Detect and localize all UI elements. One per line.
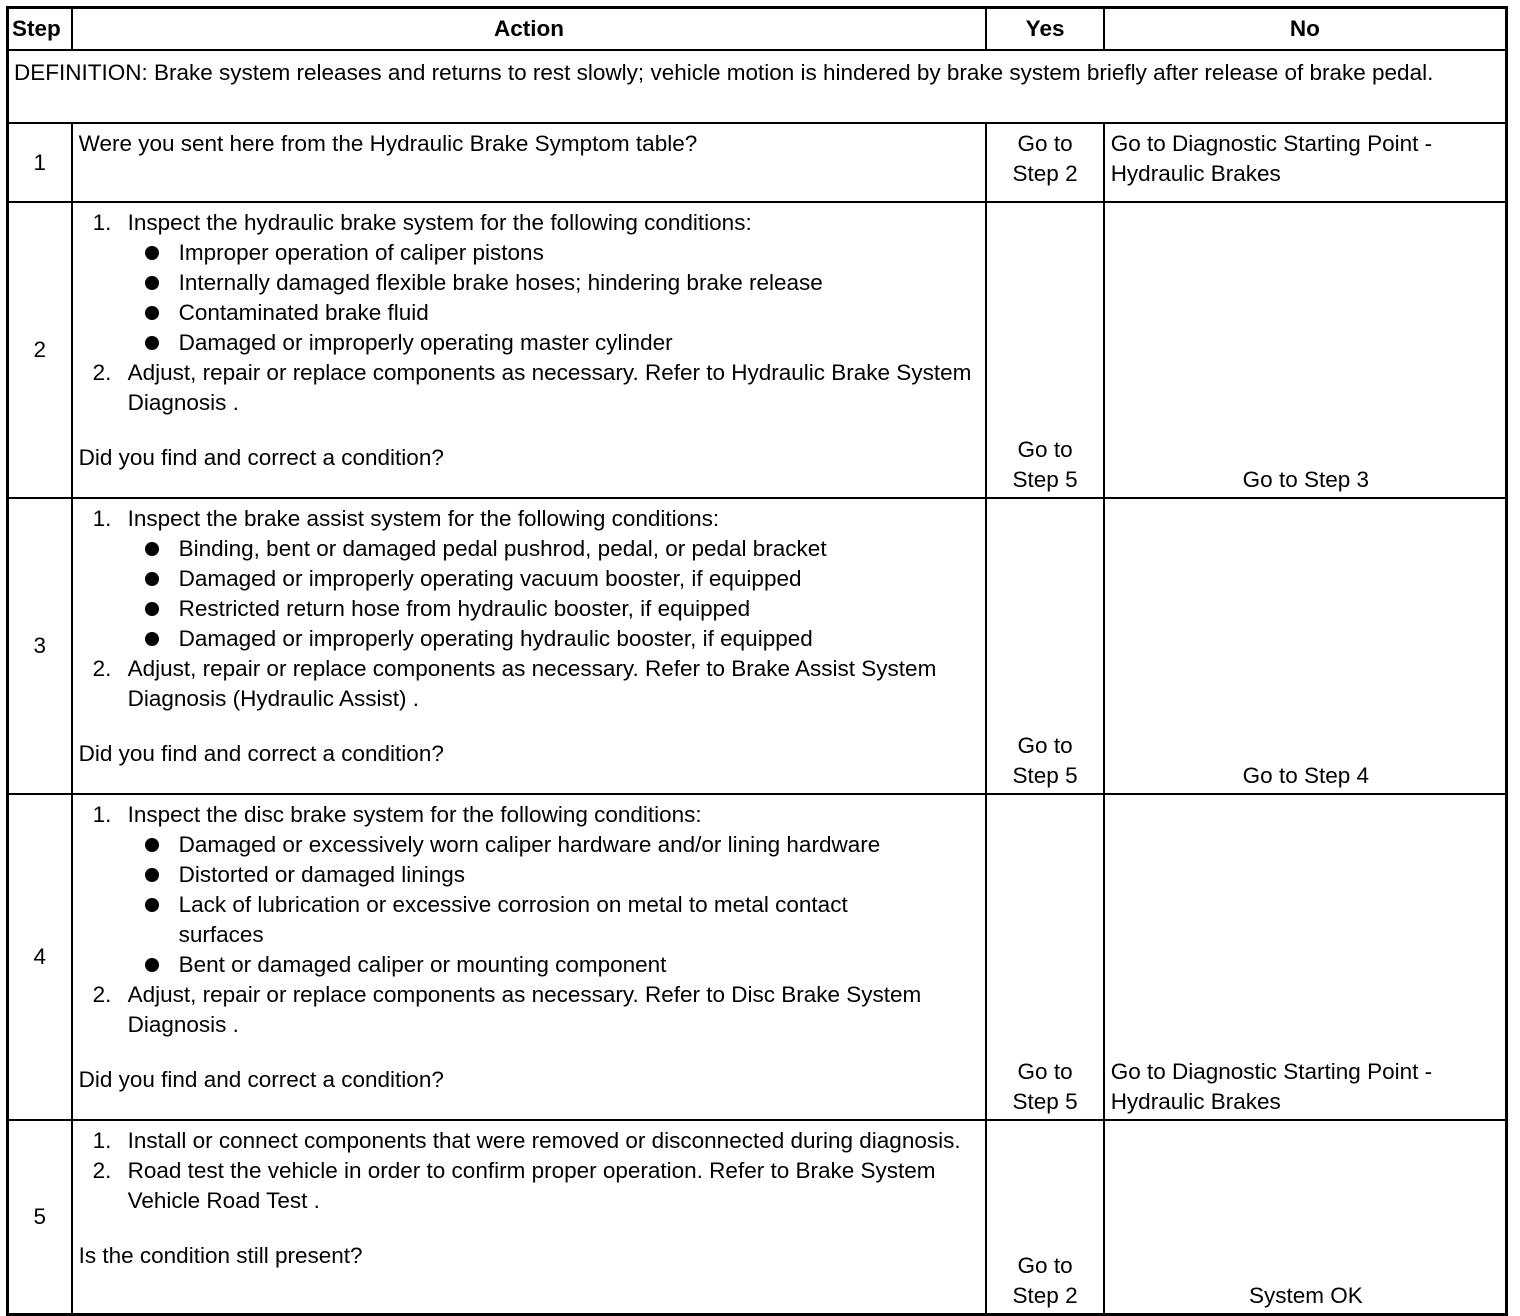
bullet-icon [145,238,179,268]
action-list [79,504,980,714]
no-line: Go to Diagnostic Starting Point - [1110,1059,1433,1084]
header-row [8,8,1507,51]
step-number: 3 [8,498,72,794]
no-line: System OK [1248,1283,1363,1308]
no-cell [1104,202,1507,498]
yes-line: Step 2 [1012,161,1078,186]
diagnostic-table [6,6,1508,1316]
item-text: Inspect the disc brake system for the following conditions: [127,802,702,827]
yes-line: Step 5 [1012,763,1078,788]
list-item [79,1156,980,1216]
bullet-item [79,268,980,298]
bullet-icon [145,564,179,594]
item-number: 1. [92,1128,112,1153]
yes-cell [986,123,1103,202]
item-text: Adjust, repair or replace components as necessary. Refer to Brake Assist System Diagnosis (Hydraulic Assist) . [127,656,937,711]
yes-line: Go to [1017,733,1073,758]
list-item [79,504,980,534]
bullet-text: Damaged or improperly operating master cylinder [178,330,673,355]
bullet-icon [145,890,179,950]
bullet-icon [145,534,179,564]
yes-line: Go to [1017,1253,1073,1278]
item-text: Adjust, repair or replace components as necessary. Refer to Disc Brake System Diagnosis . [127,982,922,1037]
no-line: Hydraulic Brakes [1110,1089,1281,1114]
bullet-text: Distorted or damaged linings [178,862,466,887]
no-cell [1104,1120,1507,1315]
bullet-item [79,564,980,594]
bullet-item [79,238,980,268]
bullet-text: Lack of lubrication or excessive corrosion on metal to metal contact surfaces [178,892,848,947]
question-text: Is the condition still present? [78,1243,363,1268]
no-line: Go to Step 3 [1242,467,1370,492]
no-line: Go to Diagnostic Starting Point - [1110,131,1433,156]
no-line: Go to Step 4 [1242,763,1370,788]
item-text: Install or connect components that were removed or disconnected during diagnosis. [127,1128,961,1153]
definition-row [8,50,1507,123]
bullet-icon [145,830,179,860]
item-number: 2. [92,656,112,681]
header-step: Step [8,8,72,51]
item-number: 2. [92,982,112,1007]
bullet-text: Bent or damaged caliper or mounting component [178,952,667,977]
item-number: 2. [92,360,112,385]
bullet-icon [145,950,179,980]
list-item [79,980,980,1040]
list-item [79,800,980,830]
question-text: Were you sent here from the Hydraulic Brake Symptom table? [78,131,698,156]
bullet-text: Damaged or improperly operating hydraulic booster, if equipped [178,626,813,651]
list-item [79,208,980,238]
bullet-item [79,534,980,564]
table-row [8,1120,1507,1315]
list-item [79,358,980,418]
bullet-icon [145,594,179,624]
item-text: Inspect the hydraulic brake system for the following conditions: [127,210,752,235]
bullet-icon [145,268,179,298]
no-line: Hydraulic Brakes [1110,161,1281,186]
bullet-icon [145,328,179,358]
no-cell [1104,498,1507,794]
yes-cell [986,498,1103,794]
bullet-item [79,950,980,980]
action-cell [72,794,987,1120]
bullet-text: Damaged or excessively worn caliper hardware and/or lining hardware [178,832,881,857]
item-text: Adjust, repair or replace components as necessary. Refer to Hydraulic Brake System Diagnosis . [127,360,972,415]
list-item [79,1126,980,1156]
bullet-text: Damaged or improperly operating vacuum booster, if equipped [178,566,802,591]
action-cell [72,123,987,202]
action-list [79,800,980,1040]
bullet-text: Internally damaged flexible brake hoses; hindering brake release [178,270,823,295]
question-text: Did you find and correct a condition? [78,445,444,470]
item-number: 1. [92,506,112,531]
question-text: Did you find and correct a condition? [78,1067,444,1092]
bullet-item [79,860,980,890]
no-cell [1104,794,1507,1120]
item-text: Inspect the brake assist system for the following conditions: [127,506,720,531]
step-number: 4 [8,794,72,1120]
bullet-item [79,830,980,860]
bullet-item [79,328,980,358]
bullet-item [79,624,980,654]
yes-cell [986,202,1103,498]
yes-line: Go to [1017,437,1073,462]
bullet-icon [145,298,179,328]
yes-line: Go to [1017,131,1073,156]
bullet-text: Restricted return hose from hydraulic booster, if equipped [178,596,751,621]
item-number: 1. [92,802,112,827]
yes-cell [986,1120,1103,1315]
yes-cell [986,794,1103,1120]
yes-line: Step 5 [1012,1089,1078,1114]
action-cell [72,498,987,794]
definition-text: DEFINITION: Brake system releases and returns to rest slowly; vehicle motion is hindered by brake system briefly after release of brake pedal. [8,50,1507,123]
header-action: Action [72,8,987,51]
yes-line: Step 2 [1012,1283,1078,1308]
step-number: 2 [8,202,72,498]
item-number: 2. [92,1158,112,1183]
action-cell [72,202,987,498]
item-text: Road test the vehicle in order to confirm proper operation. Refer to Brake System Vehicle Road Test . [127,1158,936,1213]
action-list [79,1126,980,1216]
table-row [8,123,1507,202]
action-list [79,208,980,418]
bullet-text: Binding, bent or damaged pedal pushrod, pedal, or pedal bracket [178,536,827,561]
yes-line: Go to [1017,1059,1073,1084]
table-row [8,498,1507,794]
bullet-text: Improper operation of caliper pistons [178,240,544,265]
list-item [79,654,980,714]
action-cell [72,1120,987,1315]
yes-line: Step 5 [1012,467,1078,492]
table-row [8,794,1507,1120]
question-text: Did you find and correct a condition? [78,741,444,766]
bullet-icon [145,860,179,890]
bullet-icon [145,624,179,654]
bullet-item [79,594,980,624]
no-cell [1104,123,1507,202]
step-number: 5 [8,1120,72,1315]
bullet-text: Contaminated brake fluid [178,300,429,325]
bullet-item [79,890,980,950]
header-no: No [1104,8,1507,51]
table-row [8,202,1507,498]
item-number: 1. [92,210,112,235]
step-number: 1 [8,123,72,202]
bullet-item [79,298,980,328]
header-yes: Yes [986,8,1103,51]
